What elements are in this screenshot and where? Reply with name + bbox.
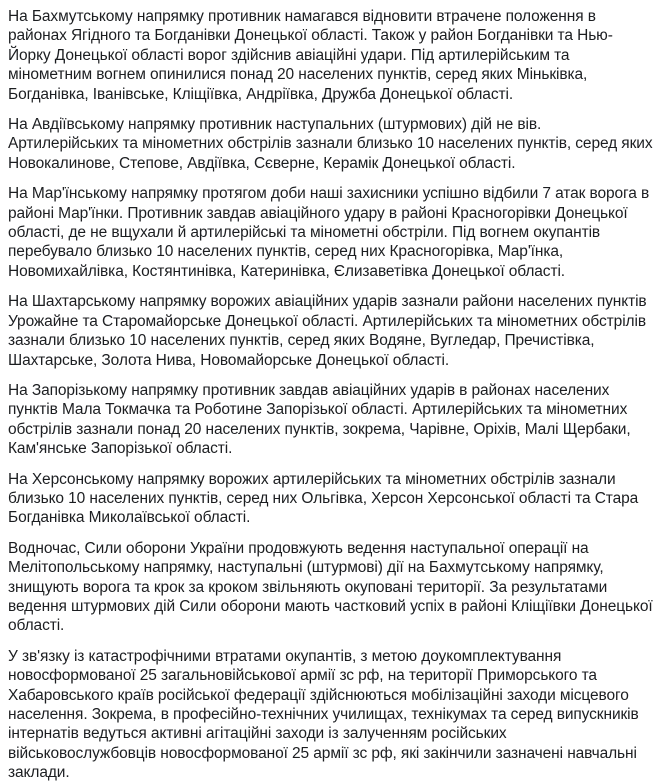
paragraph-offensive-operations: Водночас, Сили оборони України продовжують ведення наступальної операції на Мелітопольському напрямку, наступальні (штурмові) дії на Бахмутському напрямку, знищують ворога та крок за кроком звільняють окуповані території. За результатами ведення штурмових дій Сили оборони мають частковий успіх в районі Кліщіївки Донецької області. (8, 539, 653, 635)
paragraph-kherson-direction: На Херсонському напрямку ворожих артилерійських та мінометних обстрілів зазнали близько 10 населених пунктів, серед них Ольгівка, Херсон Херсонської області та Стара Богданівка Миколаївської області. (8, 470, 639, 527)
paragraph-shakhtarsk-direction: На Шахтарському напрямку ворожих авіаційних ударів зазнали райони населених пунктів Урожайне та Старомайорське Донецької області. Артилерійських та мінометних обстрілів зазнали близько 10 населених пунктів, серед яких Водяне, Вугледар, Пречистівка, Шахтарське, Золота Нива, Новомайорське Донецької області. (8, 293, 647, 369)
paragraph-marinka-direction: На Мар'їнському напрямку протягом доби наші захисники успішно відбили 7 атак ворога в районі Мар'їнки. Противник завдав авіаційного удару в районі Красногорівки Донецької області, де не вщухали й артилерійські та мінометні обстріли. Під вогнем окупантів перебувало близько 10 населених пунктів, серед них Красногорівка, Мар'їнка, Новомихайлівка, Костянтинівка, Катеринівка, Єлизаветівка Донецької області. (8, 185, 650, 280)
paragraph-mobilization-measures: У зв'язку із катастрофічними втратами окупантів, з метою доукомплектування новосформованої 25 загальновійськової армії зс рф, на території Приморського та Хабаровського країв російської федерації здійснюються мобілізаційні заходи місцевого населення. Зокрема, в професійно-технічних училищах, технікумах та серед випускників інтернатів ведуться активні агітаційні заходи із залученням російських військовослужбовців новосформованої 25 армії зс рф, які закінчили зазначені навчальні заклади. (8, 647, 639, 782)
paragraph-bakhmut-direction: На Бахмутському напрямку противник намагався відновити втрачене положення в районах Ягідного та Богданівки Донецької області. Також у район Богданівки та Нью-Йорку Донецької області ворог здійснив авіаційні удари. Під артилерійським та мінометним вогнем опинилися понад 20 населених пунктів, серед яких Міньківка, Богданівка, Іванівське, Кліщіївка, Андріївка, Дружба Донецької області. (8, 8, 613, 103)
paragraph-avdiivka-direction: На Авдіївському напрямку противник наступальних (штурмових) дій не вів. Артилерійських та мінометних обстрілів зазнали близько 10 населених пунктів, серед яких Новокалинове, Степове, Авдіївка, Сєверне, Керамік Донецької області. (8, 116, 653, 172)
paragraph-zaporizhzhia-direction: На Запорізькому напрямку противник завдав авіаційних ударів в районах населених пунктів Мала Токмачка та Роботине Запорізької області. Артилерійських та мінометних обстрілів зазнали понад 20 населених пунктів, зокрема, Чарівне, Оріхів, Малі Щербаки, Кам'янське Запорізької області. (8, 381, 631, 458)
